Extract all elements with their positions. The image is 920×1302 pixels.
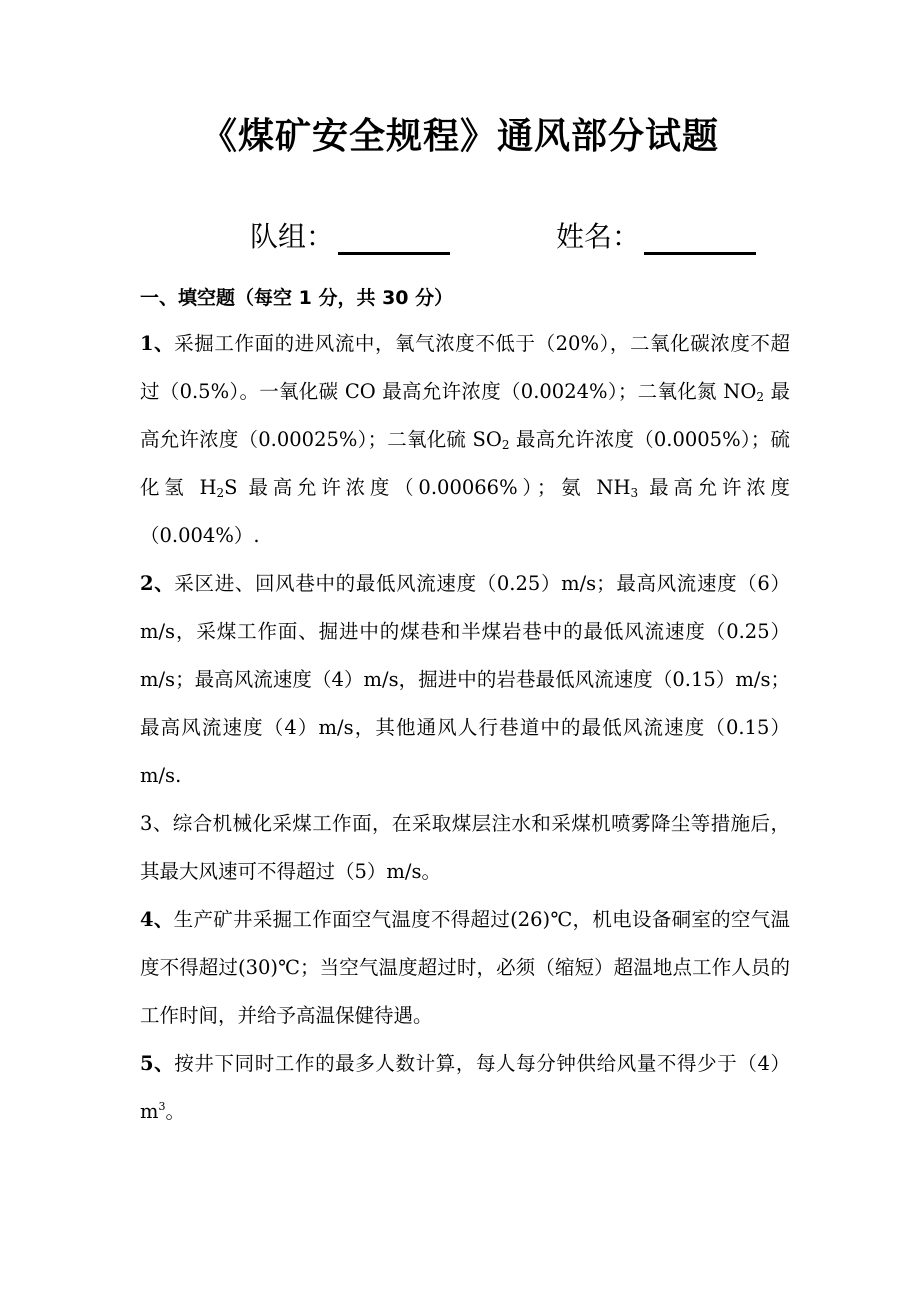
question-text: 。 [165,1100,186,1123]
question-text: 最高允许浓度（0.004%）. [140,476,790,547]
question-text: 综合机械化采煤工作面，在采取煤层注水和采煤机喷雾降尘等措施后，其最大风速可不得超过（5）m/s。 [140,812,790,883]
question-number: 3、 [140,812,173,835]
question-3 [140,800,790,896]
subscript: 2 [216,486,225,500]
question-4 [140,896,790,1040]
question-1 [140,320,790,560]
name-blank-line[interactable] [644,222,756,255]
team-blank-line[interactable] [338,222,450,255]
question-content [140,280,790,1136]
subscript: 2 [501,438,510,452]
question-text: 生产矿井采掘工作面空气温度不得超过(26)℃，机电设备硐室的空气温度不得超过(30)℃；当空气温度超过时，必须（缩短）超温地点工作人员的工作时间，并给予高温保健待遇。 [140,908,790,1027]
question-text: 按井下同时工作的最多人数计算，每人每分钟供给风量不得少于（4）m [140,1052,790,1123]
question-text: S 最高允许浓度（0.00066%）；氨 NH [224,476,631,499]
page-title: 《煤矿安全规程》通风部分试题 [200,116,719,157]
subscript: 3 [630,486,639,500]
team-label: 队组： [250,220,335,253]
question-number: 5、 [140,1052,175,1075]
name-label: 姓名： [556,220,641,253]
superscript: 3 [158,1100,166,1113]
question-text: 最高允许浓度（0.00025%）；二氧化硫 SO [140,380,791,451]
name-field [556,215,756,255]
question-text: 最高允许浓度（0.0005%）；硫化氢 H [140,428,790,499]
question-number: 2、 [140,572,175,595]
section-heading: 一、填空题（每空 1 分，共 30 分） [140,287,454,309]
question-number: 1、 [140,332,175,355]
question-text: 采掘工作面的进风流中，氧气浓度不低于（20%），二氧化碳浓度不超过（0.5%）。一氧化碳 CO 最高允许浓度（0.0024%）；二氧化氮 NO [140,332,790,403]
subscript: 2 [756,390,765,404]
question-text: 采区进、回风巷中的最低风流速度（0.25）m/s；最高风流速度（6）m/s，采煤工作面、掘进中的煤巷和半煤岩巷中的最低风流速度（0.25）m/s；最高风流速度（4）m/s，掘进中的岩巷最低风流速度（0.15）m/s；最高风流速度（4）m/s，其他通风人行巷道中的最低风流速度（0.15）m/s. [140,572,790,787]
question-number: 4、 [140,908,174,931]
question-5 [140,1040,790,1136]
question-2 [140,560,790,800]
team-field [250,215,450,255]
